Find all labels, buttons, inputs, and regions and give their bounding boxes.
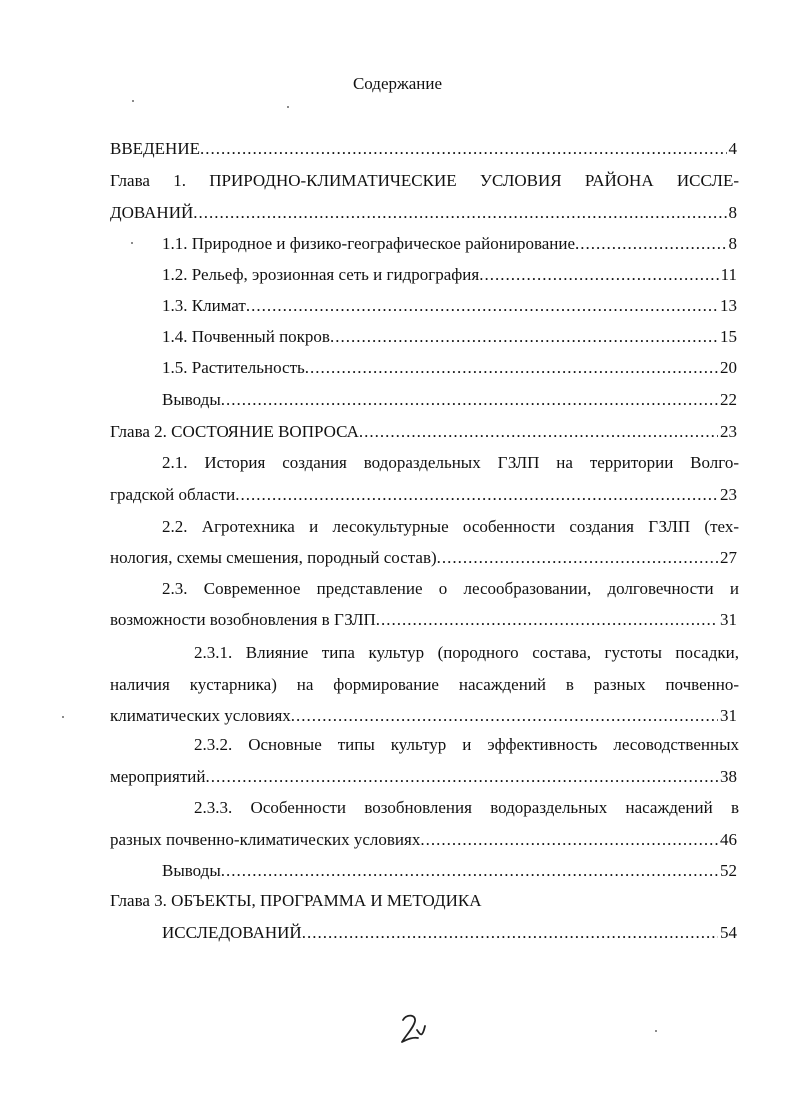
scan-speck bbox=[62, 716, 64, 718]
toc-entry-2-3-1-line1: 2.3.1. Влияние типа культур (породного состава, густоты посадки, bbox=[194, 643, 739, 662]
toc-page: 23 bbox=[720, 422, 737, 441]
scan-speck bbox=[287, 106, 289, 108]
toc-entry-ch2-conclusions: Выводы ..... 52 bbox=[162, 860, 737, 882]
toc-page: 13 bbox=[720, 296, 737, 315]
toc-page: 52 bbox=[720, 861, 737, 880]
toc-entry-2-3: возможности возобновления в ГЗЛП ..... 31 bbox=[110, 609, 737, 631]
toc-entry-1-3: 1.3. Климат ..... 13 bbox=[162, 295, 737, 317]
scan-speck bbox=[655, 1030, 657, 1032]
toc-entry-ch1-line1: Глава 1. ПРИРОДНО-КЛИМАТИЧЕСКИЕ УСЛОВИЯ РАЙОНА ИССЛЕ- bbox=[110, 171, 739, 190]
toc-entry-ch1-conclusions: Выводы ..... 22 bbox=[162, 389, 737, 411]
toc-entry-ch1: ДОВАНИЙ ..... 8 bbox=[110, 202, 737, 224]
toc-entry-1-5: 1.5. Растительность ..... 20 bbox=[162, 357, 737, 379]
toc-page: 27 bbox=[720, 548, 737, 567]
toc-entry-ch3-line1: Глава 3. ОБЪЕКТЫ, ПРОГРАММА И МЕТОДИКА bbox=[110, 891, 482, 910]
toc-page: 11 bbox=[720, 265, 737, 284]
toc-entry-1-1: 1.1. Природное и физико-географическое районирование ..... 8 bbox=[162, 233, 737, 255]
toc-entry-2-2: нология, схемы смешения, породный состав) ..... 27 bbox=[110, 547, 737, 569]
scan-speck bbox=[132, 100, 134, 102]
toc-page: 38 bbox=[720, 767, 737, 786]
page-title: Содержание bbox=[352, 74, 443, 93]
scan-speck bbox=[131, 242, 133, 244]
toc-entry-2-1-line1: 2.1. История создания водораздельных ГЗЛП на территории Волго- bbox=[162, 453, 739, 472]
toc-page: 23 bbox=[720, 485, 737, 504]
toc-entry-2-3-3: разных почвенно-климатических условиях ..... 46 bbox=[110, 829, 737, 851]
toc-entry-2-3-2-line1: 2.3.2. Основные типы культур и эффективность лесоводственных bbox=[194, 735, 739, 754]
toc-page: 8 bbox=[728, 203, 737, 222]
toc-entry-2-1: градской области ..... 23 bbox=[110, 484, 737, 506]
toc-entry-1-4: 1.4. Почвенный покров ..... 15 bbox=[162, 326, 737, 348]
toc-page: 46 bbox=[720, 830, 737, 849]
toc-page: 15 bbox=[720, 327, 737, 346]
handwritten-page-number bbox=[398, 1012, 428, 1046]
toc-entry-intro: ВВЕДЕНИЕ ..... 4 bbox=[110, 138, 737, 160]
toc-page: 8 bbox=[728, 234, 737, 253]
toc-page: 54 bbox=[720, 923, 737, 942]
toc-entry-2-3-1-line2: наличия кустарника) на формирование насаждений в разных почвенно- bbox=[110, 675, 739, 694]
toc-entry-2-3-2: мероприятий ..... 38 bbox=[110, 766, 737, 788]
toc-entry-2-3-line1: 2.3. Современное представление о лесообразовании, долговечности и bbox=[162, 579, 739, 598]
toc-page: 4 bbox=[728, 139, 737, 158]
toc-entry-2-3-1: климатических условиях ..... 31 bbox=[110, 705, 737, 727]
toc-page: 22 bbox=[720, 390, 737, 409]
toc-entry-2-2-line1: 2.2. Агротехника и лесокультурные особенности создания ГЗЛП (тех- bbox=[162, 517, 739, 536]
toc-page: 20 bbox=[720, 358, 737, 377]
toc-entry-ch3: ИССЛЕДОВАНИЙ ..... 54 bbox=[162, 922, 737, 944]
toc-entry-ch2: Глава 2. СОСТОЯНИЕ ВОПРОСА ..... 23 bbox=[110, 421, 737, 443]
toc-page: 31 bbox=[720, 610, 737, 629]
toc-entry-1-2: 1.2. Рельеф, эрозионная сеть и гидрография ..... 11 bbox=[162, 264, 737, 286]
toc-entry-2-3-3-line1: 2.3.3. Особенности возобновления водораздельных насаждений в bbox=[194, 798, 739, 817]
toc-page: 31 bbox=[720, 706, 737, 725]
